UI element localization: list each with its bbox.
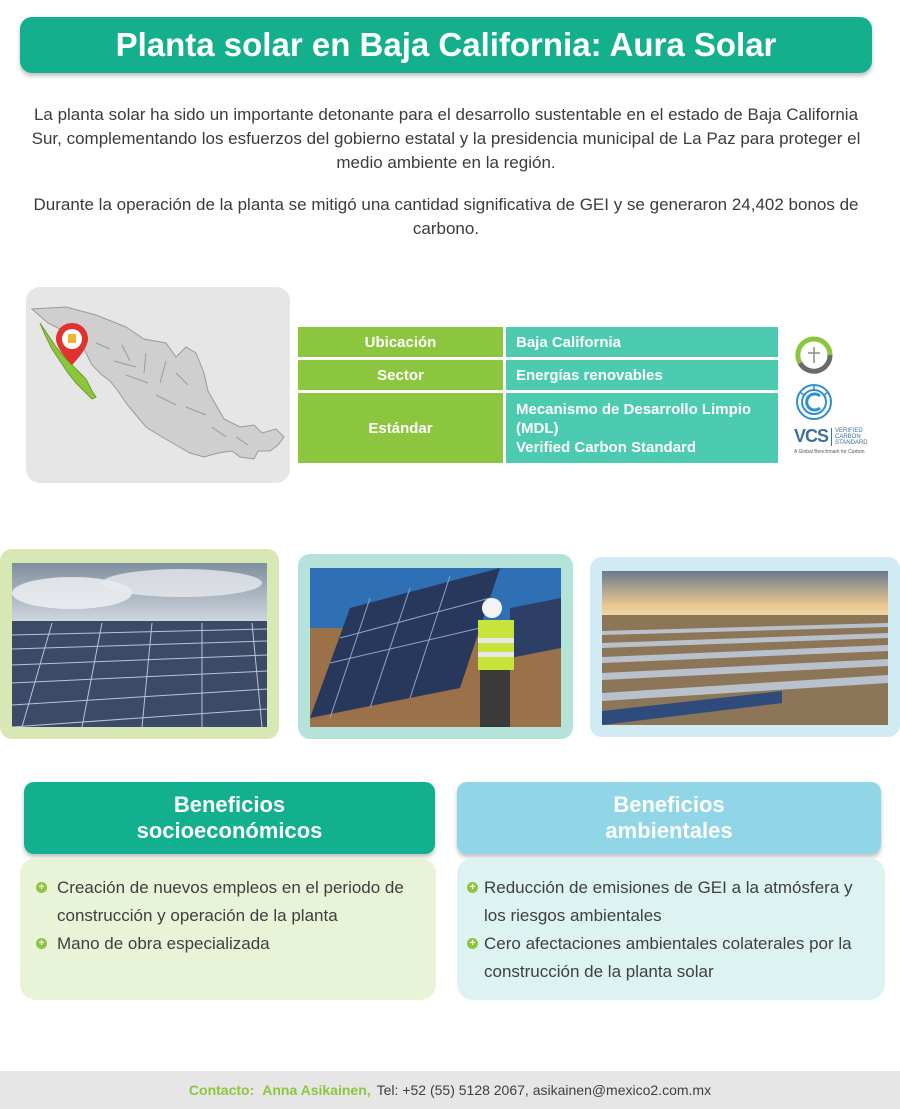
worker-panel-image <box>310 568 561 727</box>
mexico-map-card <box>26 287 290 483</box>
title-line: Beneficios <box>173 792 286 817</box>
contact-name: Anna Asikainen, <box>262 1082 371 1098</box>
standards-logos <box>792 335 852 427</box>
plus-bullet-icon: + <box>36 938 47 949</box>
list-item-text: Reducción de emisiones de GEI a la atmósfera y los riesgos ambientales <box>484 878 853 925</box>
socioeconomic-benefits-title <box>24 782 435 854</box>
vcs-side-line: CARBON <box>835 433 861 440</box>
vcs-side-text <box>831 428 868 446</box>
solar-panels-image <box>12 563 267 727</box>
info-key: Sector <box>298 360 503 390</box>
solar-farm-image <box>602 571 888 725</box>
intro-paragraph-1: La planta solar ha sido un importante detonante para el desarrollo sustentable en el estado de Baja California Sur, complementando los esfuerzos del gobierno estatal y la presidencia municipal de La Paz para proteger el medio ambiente en la región. <box>31 105 861 172</box>
info-row-sector <box>298 360 778 390</box>
info-value-line: Verified Carbon Standard <box>516 438 697 456</box>
info-row-ubicacion <box>298 327 778 357</box>
contact-details: Tel: +52 (55) 5128 2067, asikainen@mexico2.com.mx <box>376 1082 712 1098</box>
list-item-text: Creación de nuevos empleos en el periodo de construcción y operación de la planta <box>57 878 404 925</box>
info-value-line: Mecanismo de Desarrollo Limpio (MDL) <box>516 400 752 437</box>
environmental-benefits-list <box>457 858 885 1000</box>
info-key: Estándar <box>298 393 503 463</box>
vcs-side-line: VERIFIED <box>835 427 863 434</box>
info-value: Baja California <box>506 327 778 357</box>
list-item <box>467 874 871 930</box>
title-line: socioeconómicos <box>136 818 323 843</box>
title-line: ambientales <box>605 818 733 843</box>
intro-paragraph-2: Durante la operación de la planta se mitigó una cantidad significativa de GEI y se generaron 24,402 bonos de carbono. <box>33 195 859 238</box>
vcs-side-line: STANDARD <box>835 439 868 446</box>
contact-footer <box>0 1071 900 1109</box>
environmental-benefits-title <box>457 782 881 854</box>
list-item <box>467 930 871 986</box>
info-value: Energías renovables <box>506 360 778 390</box>
mexico-map-icon <box>26 287 290 483</box>
list-item <box>36 930 422 958</box>
photo-worker-installing-panel <box>298 554 573 739</box>
list-item <box>36 874 422 930</box>
plus-bullet-icon: + <box>467 882 478 893</box>
info-key: Ubicación <box>298 327 503 357</box>
vcs-logo <box>794 426 874 455</box>
socioeconomic-benefits-list <box>20 858 436 1000</box>
info-row-estandar <box>298 393 778 463</box>
vcs-letters: VCS <box>794 426 829 446</box>
contact-label: Contacto: <box>188 1082 255 1098</box>
unfccc-icon <box>792 382 836 422</box>
list-item-text: Mano de obra especializada <box>57 934 270 953</box>
intro-text <box>20 103 872 241</box>
photo-solar-field-cloudy <box>0 549 279 739</box>
vcs-tagline: A Global Benchmark for Carbon <box>794 449 865 455</box>
project-info-table <box>298 327 778 466</box>
title-line: Beneficios <box>613 792 725 817</box>
photo-solar-field-sunset <box>590 557 900 737</box>
plus-bullet-icon: + <box>36 882 47 893</box>
plus-bullet-icon: + <box>467 938 478 949</box>
list-item-text: Cero afectaciones ambientales colaterales por la construcción de la planta solar <box>484 934 852 981</box>
info-value <box>506 393 778 463</box>
page-title: Planta solar en Baja California: Aura Solar <box>20 17 872 73</box>
recycle-mdl-icon <box>792 335 836 375</box>
